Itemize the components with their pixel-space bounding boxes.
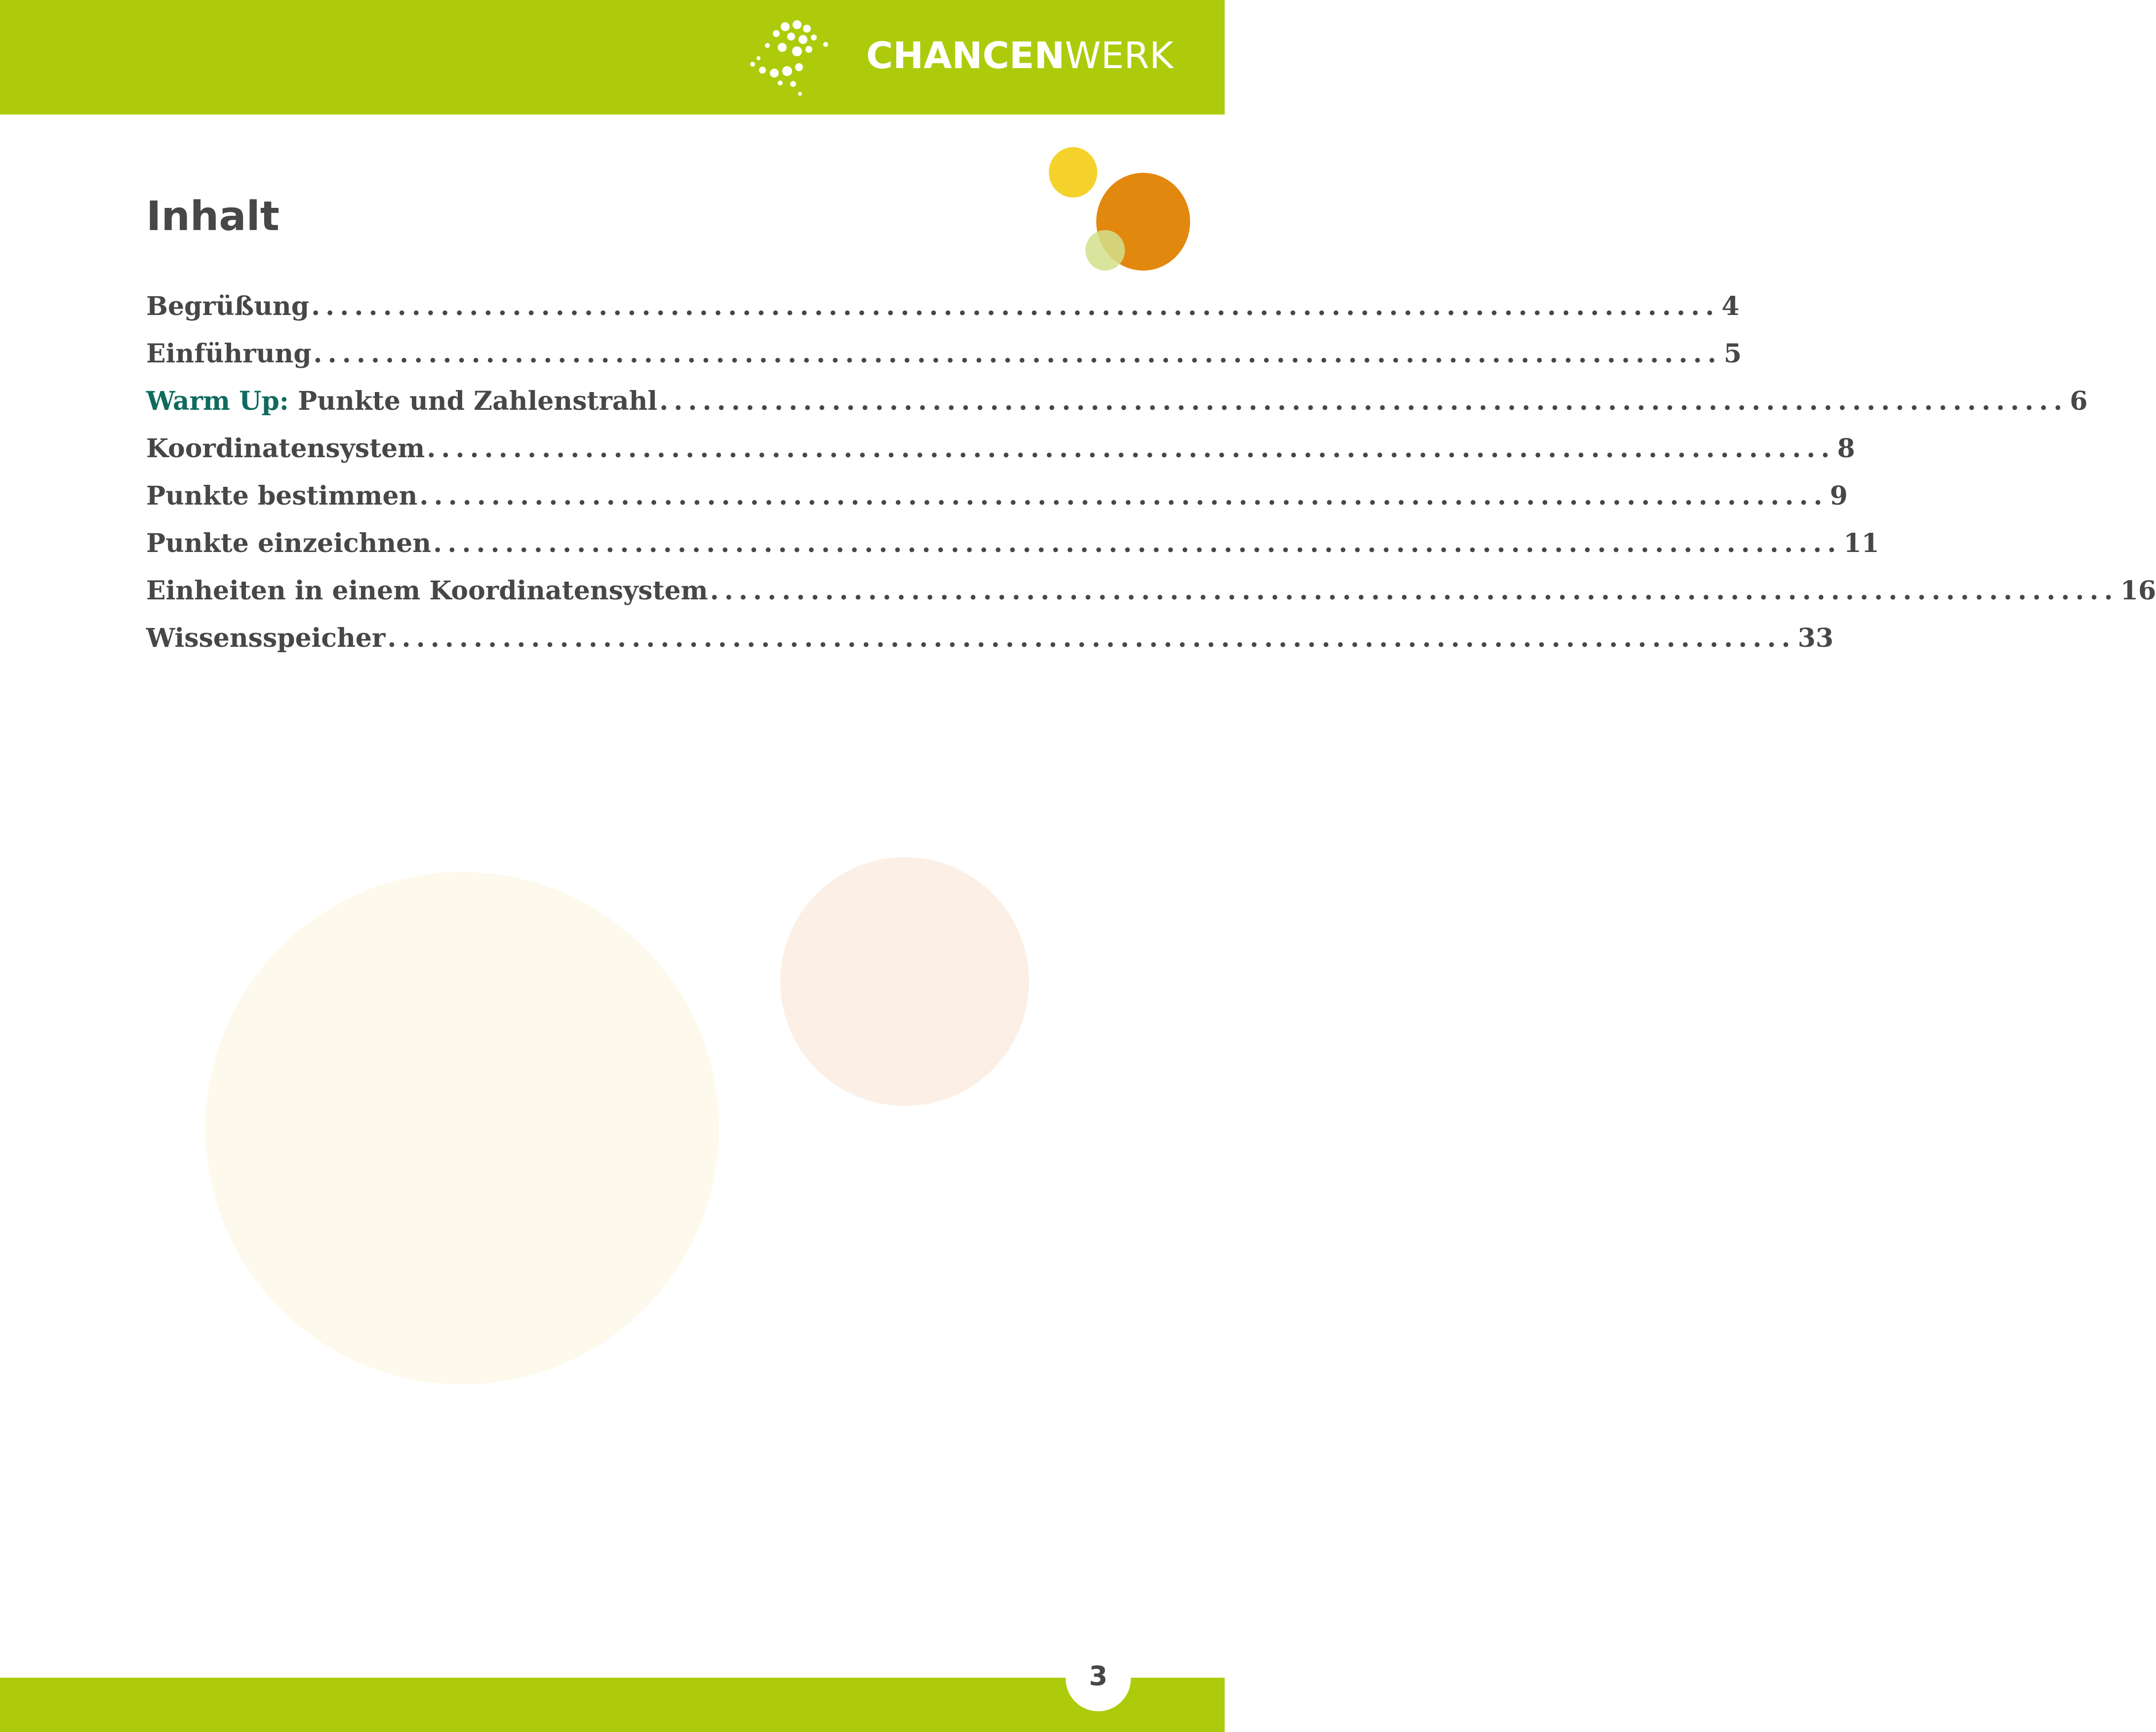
deco-circle-light-green <box>1085 230 1125 271</box>
toc-entry[interactable] <box>146 576 2156 623</box>
toc-leader-dots: .................................................................................................. <box>387 623 1796 653</box>
deco-circle-peach <box>780 857 1029 1106</box>
toc-entry[interactable] <box>146 291 1740 339</box>
toc-leader-dots: .................................................................................................. <box>433 528 1842 558</box>
toc-entry-label: Wissensspeicher <box>146 623 386 653</box>
toc-entry[interactable] <box>146 339 1742 386</box>
toc-entry-label: Einführung <box>146 339 312 369</box>
toc-page-number: 9 <box>1830 481 1848 511</box>
toc-entry-label: Punkte einzeichnen <box>146 528 432 558</box>
logo-wordmark-bold: CHANCEN <box>866 35 1065 77</box>
toc-page-number: 11 <box>1843 528 1879 558</box>
deco-circle-yellow <box>1049 147 1097 197</box>
toc-entry[interactable] <box>146 386 2088 433</box>
toc-page-number: 8 <box>1837 433 1855 464</box>
deco-circle-cream <box>205 872 719 1384</box>
toc-page-number: 6 <box>2070 386 2088 416</box>
toc-entry-label <box>146 386 657 416</box>
page-number-badge <box>1066 1646 1131 1711</box>
table-of-contents <box>146 291 2156 670</box>
toc-leader-dots: .................................................................................................. <box>313 339 1722 369</box>
toc-entry-label-text: Punkte und Zahlenstrahl <box>298 386 658 416</box>
footer-band <box>0 1678 1225 1732</box>
toc-entry-label: Einheiten in einem Koordinatensystem <box>146 576 708 606</box>
toc-leader-dots: .................................................................................................. <box>311 291 1720 321</box>
toc-entry[interactable] <box>146 481 1848 528</box>
toc-page-number: 16 <box>2120 576 2156 606</box>
toc-entry[interactable] <box>146 528 1879 576</box>
toc-entry-label: Begrüßung <box>146 291 310 321</box>
page-number: 3 <box>1089 1660 1108 1692</box>
header-divider <box>0 115 697 117</box>
toc-entry[interactable] <box>146 433 1855 481</box>
toc-page-number: 5 <box>1723 339 1742 369</box>
chancenwerk-logo <box>746 20 1185 99</box>
toc-leader-dots: .................................................................................................. <box>419 481 1828 511</box>
toc-page-number: 33 <box>1797 623 1834 653</box>
toc-entry[interactable] <box>146 623 1834 670</box>
toc-leader-dots: .................................................................................................. <box>710 576 2118 606</box>
toc-page-number: 4 <box>1721 291 1740 321</box>
toc-entry-accent: Warm Up: <box>146 386 289 416</box>
logo-dots-icon <box>746 20 849 99</box>
logo-wordmark <box>866 35 1174 77</box>
page-title: Inhalt <box>146 193 279 240</box>
logo-wordmark-light: WERK <box>1065 35 1174 77</box>
toc-leader-dots: .................................................................................................. <box>427 433 1836 464</box>
toc-entry-label: Koordinatensystem <box>146 433 425 464</box>
toc-entry-label: Punkte bestimmen <box>146 481 418 511</box>
toc-leader-dots: .................................................................................................. <box>659 386 2068 416</box>
